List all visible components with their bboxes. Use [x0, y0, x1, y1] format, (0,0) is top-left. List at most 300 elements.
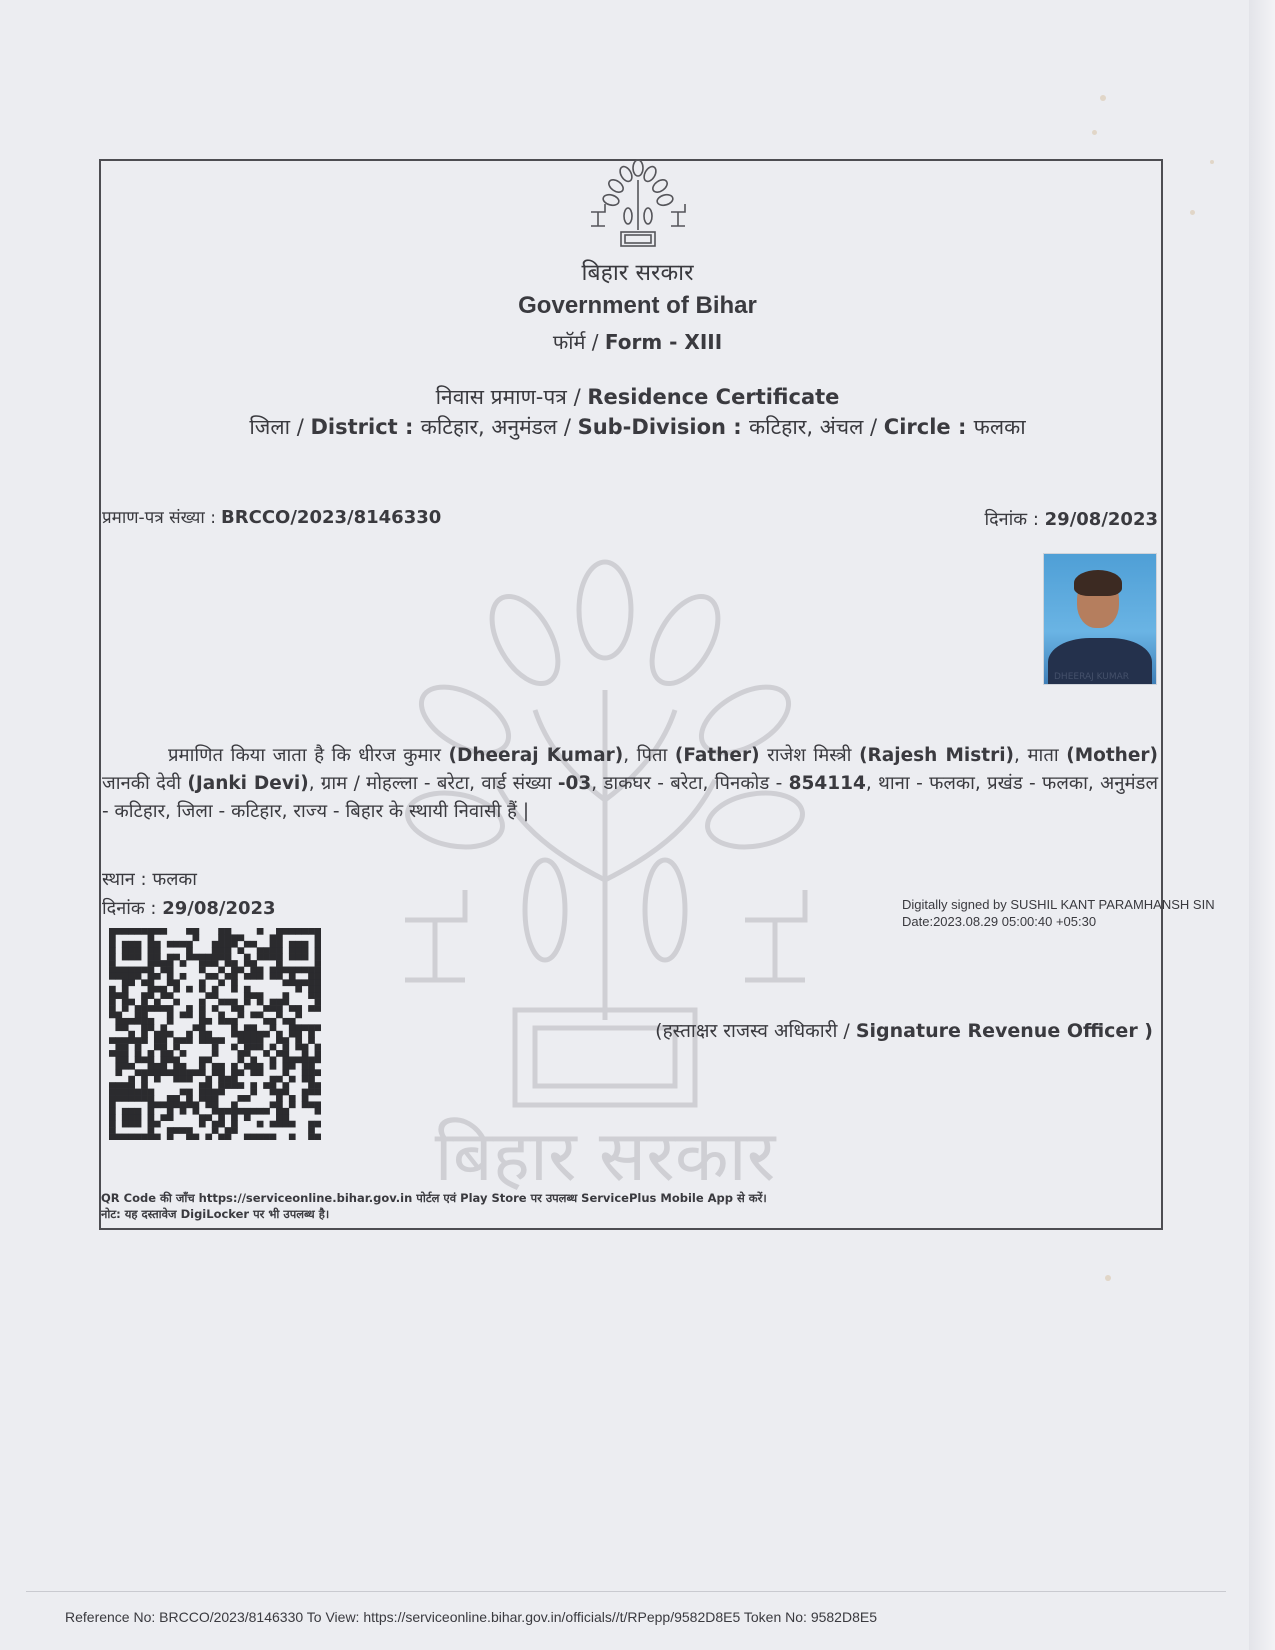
certificate-title-english: Residence Certificate	[587, 385, 840, 409]
qr-module	[148, 1050, 155, 1057]
qr-module	[154, 960, 161, 967]
qr-module	[115, 1082, 122, 1089]
qr-module	[148, 979, 155, 986]
qr-module	[205, 1031, 212, 1038]
qr-module	[257, 992, 264, 999]
applicant-name: (Dheeraj Kumar)	[448, 745, 624, 766]
paper-stain	[1105, 1275, 1111, 1281]
header-title-hindi: बिहार सरकार	[581, 260, 694, 286]
qr-module	[205, 992, 212, 999]
qr-module	[212, 1050, 219, 1057]
qr-module	[160, 1114, 167, 1121]
qr-module	[128, 1114, 135, 1121]
qr-module	[308, 1005, 315, 1012]
qr-module	[115, 973, 122, 980]
qr-module	[244, 941, 251, 948]
qr-module	[193, 1024, 200, 1031]
qr-module	[212, 1108, 219, 1115]
qr-module	[109, 1050, 116, 1057]
qr-module	[282, 1082, 289, 1089]
qr-module	[199, 1024, 206, 1031]
qr-module	[141, 1134, 148, 1140]
qr-module	[289, 1121, 296, 1128]
qr-module	[154, 1101, 161, 1108]
qr-module	[212, 1005, 219, 1012]
qr-module	[250, 1069, 257, 1076]
qr-module	[302, 1095, 309, 1102]
qr-module	[141, 1089, 148, 1096]
qr-module	[231, 1076, 238, 1083]
qr-module	[173, 1063, 180, 1070]
qr-module	[270, 947, 277, 954]
qr-module	[315, 1024, 321, 1031]
footer-digilocker-note: नोट: यह दस्तावेज DigiLocker पर भी उपलब्ध है।	[101, 1207, 330, 1221]
qr-module	[109, 1134, 116, 1140]
form-label-hindi: फॉर्म	[552, 330, 586, 354]
qr-module	[282, 1056, 289, 1063]
qr-module	[237, 1012, 244, 1019]
qr-module	[115, 1012, 122, 1019]
qr-module	[148, 1056, 155, 1063]
qr-module	[135, 1044, 142, 1051]
qr-module	[135, 1005, 142, 1012]
qr-module	[315, 934, 321, 941]
digital-signature-date: Date:2023.08.29 05:00:40 +05:30	[902, 914, 1097, 929]
certificate-title: निवास प्रमाण-पत्र / Residence Certificate	[435, 385, 840, 409]
qr-module	[180, 1050, 187, 1057]
qr-module	[128, 1089, 135, 1096]
qr-module	[282, 1121, 289, 1128]
qr-module	[237, 1031, 244, 1038]
qr-module	[270, 967, 277, 974]
qr-module	[295, 1031, 302, 1038]
qr-module	[180, 1101, 187, 1108]
qr-module	[128, 1108, 135, 1115]
qr-module	[148, 934, 155, 941]
qr-module	[109, 947, 116, 954]
qr-module	[173, 1044, 180, 1051]
qr-module	[231, 1127, 238, 1134]
qr-module	[148, 1095, 155, 1102]
district-label-hindi: जिला	[249, 415, 291, 439]
qr-module	[173, 979, 180, 986]
qr-module	[148, 1063, 155, 1070]
qr-module	[148, 954, 155, 961]
qr-module	[186, 954, 193, 961]
qr-code[interactable]	[109, 928, 321, 1140]
qr-module	[122, 1063, 129, 1070]
qr-module	[122, 999, 129, 1006]
qr-module	[135, 1108, 142, 1115]
qr-module	[212, 960, 219, 967]
qr-module	[141, 1076, 148, 1083]
qr-module	[289, 928, 296, 935]
qr-module	[212, 1101, 219, 1108]
qr-module	[167, 1018, 174, 1025]
qr-module	[205, 973, 212, 980]
qr-module	[141, 1031, 148, 1038]
qr-module	[231, 960, 238, 967]
district-label: District	[310, 415, 398, 439]
qr-module	[289, 1024, 296, 1031]
qr-module	[141, 1012, 148, 1019]
qr-module	[122, 1050, 129, 1057]
qr-module	[186, 1095, 193, 1102]
body-text: , ग्राम / मोहल्ला - बरेटा, वार्ड संख्या	[308, 773, 558, 794]
qr-module	[148, 1134, 155, 1140]
qr-module	[141, 1037, 148, 1044]
qr-module	[263, 1018, 270, 1025]
qr-module	[154, 1134, 161, 1140]
qr-module	[199, 960, 206, 967]
qr-module	[212, 1069, 219, 1076]
qr-module	[141, 992, 148, 999]
qr-module	[276, 1031, 283, 1038]
qr-module	[186, 1076, 193, 1083]
signature-label	[655, 1017, 1153, 1043]
qr-module	[308, 1024, 315, 1031]
qr-module	[167, 1069, 174, 1076]
qr-module	[276, 960, 283, 967]
bihar-emblem-watermark	[395, 550, 815, 1190]
qr-module	[270, 1063, 277, 1070]
qr-module	[167, 1108, 174, 1115]
qr-module	[295, 1024, 302, 1031]
qr-module	[289, 941, 296, 948]
qr-module	[289, 947, 296, 954]
qr-module	[257, 1031, 264, 1038]
qr-module	[135, 1018, 142, 1025]
qr-module	[160, 967, 167, 974]
certificate-body	[102, 742, 1158, 826]
qr-module	[250, 1108, 257, 1115]
qr-module	[167, 979, 174, 986]
qr-module	[308, 992, 315, 999]
qr-module	[250, 1063, 257, 1070]
qr-module	[128, 1063, 135, 1070]
qr-module	[315, 928, 321, 935]
qr-module	[231, 973, 238, 980]
qr-module	[231, 999, 238, 1006]
header-title-english: Government of Bihar	[518, 292, 757, 319]
qr-module	[276, 1050, 283, 1057]
qr-module	[231, 979, 238, 986]
qr-module	[263, 1108, 270, 1115]
qr-module	[160, 1050, 167, 1057]
qr-module	[308, 1121, 315, 1128]
qr-module	[282, 1018, 289, 1025]
qr-module	[180, 960, 187, 967]
qr-module	[186, 1012, 193, 1019]
qr-module	[199, 1069, 206, 1076]
qr-module	[257, 947, 264, 954]
body-text: प्रमाणित किया जाता है कि धीरज कुमार	[168, 745, 449, 766]
qr-module	[315, 1134, 321, 1140]
signature-label-english: Signature Revenue Officer )	[855, 1020, 1153, 1042]
qr-module	[122, 928, 129, 935]
qr-module	[199, 1089, 206, 1096]
qr-module	[160, 1044, 167, 1051]
qr-module	[295, 928, 302, 935]
qr-module	[237, 967, 244, 974]
qr-module	[218, 967, 225, 974]
qr-module	[225, 941, 232, 948]
qr-module	[109, 1089, 116, 1096]
qr-module	[302, 947, 309, 954]
qr-module	[289, 1056, 296, 1063]
qr-module	[315, 1082, 321, 1089]
signature-label-hindi: (हस्ताक्षर राजस्व अधिकारी /	[655, 1020, 850, 1042]
qr-module	[237, 1037, 244, 1044]
qr-module	[122, 1108, 129, 1115]
sign-date	[102, 896, 276, 920]
qr-module	[115, 928, 122, 935]
qr-module	[186, 1089, 193, 1096]
qr-module	[231, 1063, 238, 1070]
qr-module	[122, 1089, 129, 1096]
qr-module	[115, 1037, 122, 1044]
qr-module	[205, 1018, 212, 1025]
qr-module	[315, 941, 321, 948]
body-text: , पिता	[623, 745, 675, 766]
qr-module	[160, 1063, 167, 1070]
qr-module	[263, 1031, 270, 1038]
qr-module	[250, 1037, 257, 1044]
place-value: फलका	[152, 869, 197, 890]
qr-module	[225, 1108, 232, 1115]
qr-module	[212, 1037, 219, 1044]
qr-module	[270, 934, 277, 941]
qr-module	[148, 941, 155, 948]
qr-module	[257, 973, 264, 980]
qr-module	[173, 1056, 180, 1063]
qr-module	[128, 1018, 135, 1025]
qr-module	[315, 1005, 321, 1012]
qr-module	[199, 1114, 206, 1121]
qr-module	[315, 1121, 321, 1128]
body-text: , माता	[1014, 745, 1067, 766]
qr-module	[193, 934, 200, 941]
qr-module	[282, 1089, 289, 1096]
qr-module	[282, 967, 289, 974]
place-label: स्थान :	[102, 869, 147, 890]
qr-module	[257, 1037, 264, 1044]
qr-module	[315, 947, 321, 954]
qr-module	[289, 954, 296, 961]
form-label-english: Form - XIII	[604, 330, 723, 354]
body-text: , डाकघर - बरेटा, पिनकोड -	[591, 773, 789, 794]
qr-module	[315, 986, 321, 993]
qr-module	[282, 1108, 289, 1115]
qr-module	[205, 1037, 212, 1044]
qr-module	[231, 1005, 238, 1012]
qr-module	[218, 947, 225, 954]
qr-module	[148, 1018, 155, 1025]
qr-module	[257, 954, 264, 961]
qr-module	[218, 1134, 225, 1140]
qr-module	[289, 973, 296, 980]
qr-module	[244, 960, 251, 967]
qr-module	[244, 1050, 251, 1057]
qr-module	[225, 1018, 232, 1025]
qr-module	[141, 1018, 148, 1025]
qr-module	[276, 934, 283, 941]
qr-module	[237, 1108, 244, 1115]
qr-module	[289, 1063, 296, 1070]
paper-edge	[1249, 0, 1275, 1650]
qr-module	[308, 1089, 315, 1096]
qr-module	[167, 941, 174, 948]
qr-module	[218, 979, 225, 986]
qr-module	[218, 1012, 225, 1019]
qr-module	[122, 1134, 129, 1140]
qr-module	[154, 1069, 161, 1076]
qr-module	[180, 1127, 187, 1134]
qr-module	[302, 967, 309, 974]
qr-module	[225, 960, 232, 967]
qr-module	[231, 934, 238, 941]
qr-module	[205, 1056, 212, 1063]
qr-module	[270, 1121, 277, 1128]
qr-module	[308, 1069, 315, 1076]
qr-module	[141, 979, 148, 986]
qr-module	[231, 941, 238, 948]
qr-module	[199, 1012, 206, 1019]
qr-module	[199, 1056, 206, 1063]
qr-module	[199, 986, 206, 993]
mother-name: (Janki Devi)	[187, 773, 309, 794]
qr-module	[128, 999, 135, 1006]
qr-module	[315, 973, 321, 980]
qr-module	[276, 941, 283, 948]
qr-module	[193, 1101, 200, 1108]
qr-module	[173, 999, 180, 1006]
qr-module	[135, 1056, 142, 1063]
qr-module	[167, 954, 174, 961]
qr-module	[109, 1101, 116, 1108]
qr-module	[295, 1056, 302, 1063]
qr-module	[244, 999, 251, 1006]
issue-date-value: 29/08/2023	[1044, 509, 1158, 530]
qr-module	[173, 1076, 180, 1083]
qr-module	[231, 967, 238, 974]
qr-module	[263, 1005, 270, 1012]
qr-module	[237, 1095, 244, 1102]
qr-module	[160, 1101, 167, 1108]
qr-module	[154, 928, 161, 935]
qr-module	[109, 1095, 116, 1102]
qr-module	[218, 1114, 225, 1121]
qr-module	[218, 1089, 225, 1096]
qr-module	[231, 1024, 238, 1031]
qr-module	[282, 992, 289, 999]
place	[102, 867, 197, 891]
qr-module	[282, 1050, 289, 1057]
qr-module	[128, 1082, 135, 1089]
qr-module	[212, 1089, 219, 1096]
qr-module	[289, 1076, 296, 1083]
qr-module	[115, 1089, 122, 1096]
qr-module	[122, 986, 129, 993]
qr-module	[154, 999, 161, 1006]
qr-module	[295, 1005, 302, 1012]
qr-module	[109, 999, 116, 1006]
qr-module	[308, 1056, 315, 1063]
qr-module	[244, 954, 251, 961]
qr-module	[154, 973, 161, 980]
qr-module	[315, 1089, 321, 1096]
qr-module	[205, 960, 212, 967]
qr-module	[128, 947, 135, 954]
qr-module	[237, 1069, 244, 1076]
qr-module	[180, 1076, 187, 1083]
qr-module	[115, 1069, 122, 1076]
qr-module	[141, 1082, 148, 1089]
qr-module	[244, 1037, 251, 1044]
qr-module	[141, 1069, 148, 1076]
qr-module	[141, 1005, 148, 1012]
qr-module	[244, 1108, 251, 1115]
qr-module	[186, 1069, 193, 1076]
qr-module	[225, 1127, 232, 1134]
qr-module	[173, 1095, 180, 1102]
qr-module	[154, 1044, 161, 1051]
qr-module	[148, 1127, 155, 1134]
qr-module	[218, 1076, 225, 1083]
qr-module	[257, 967, 264, 974]
qr-module	[199, 954, 206, 961]
certificate-number-value: BRCCO/2023/8146330	[221, 507, 442, 528]
qr-module	[237, 947, 244, 954]
qr-module	[173, 1037, 180, 1044]
qr-module	[270, 1044, 277, 1051]
qr-module	[167, 1114, 174, 1121]
qr-module	[218, 1121, 225, 1128]
qr-module	[167, 992, 174, 999]
qr-module	[122, 979, 129, 986]
qr-module	[115, 1063, 122, 1070]
photo-hair	[1074, 570, 1122, 596]
qr-module	[154, 1063, 161, 1070]
qr-module	[205, 1089, 212, 1096]
qr-module	[237, 1082, 244, 1089]
qr-module	[109, 1082, 116, 1089]
qr-module	[148, 1114, 155, 1121]
qr-module	[257, 928, 264, 935]
qr-module	[212, 986, 219, 993]
qr-module	[186, 1037, 193, 1044]
qr-module	[308, 1134, 315, 1140]
qr-module	[205, 1134, 212, 1140]
certificate-title-hindi: निवास प्रमाण-पत्र	[435, 385, 567, 409]
qr-module	[244, 1024, 251, 1031]
qr-module	[135, 947, 142, 954]
qr-module	[141, 1056, 148, 1063]
qr-module	[250, 1134, 257, 1140]
qr-module	[225, 999, 232, 1006]
qr-module	[212, 941, 219, 948]
qr-module	[148, 967, 155, 974]
qr-module	[302, 979, 309, 986]
qr-module	[257, 1121, 264, 1128]
qr-module	[231, 1044, 238, 1051]
qr-module	[199, 1005, 206, 1012]
qr-module	[302, 1063, 309, 1070]
qr-module	[128, 1121, 135, 1128]
qr-module	[167, 1095, 174, 1102]
qr-module	[302, 1050, 309, 1057]
qr-module	[257, 1134, 264, 1140]
